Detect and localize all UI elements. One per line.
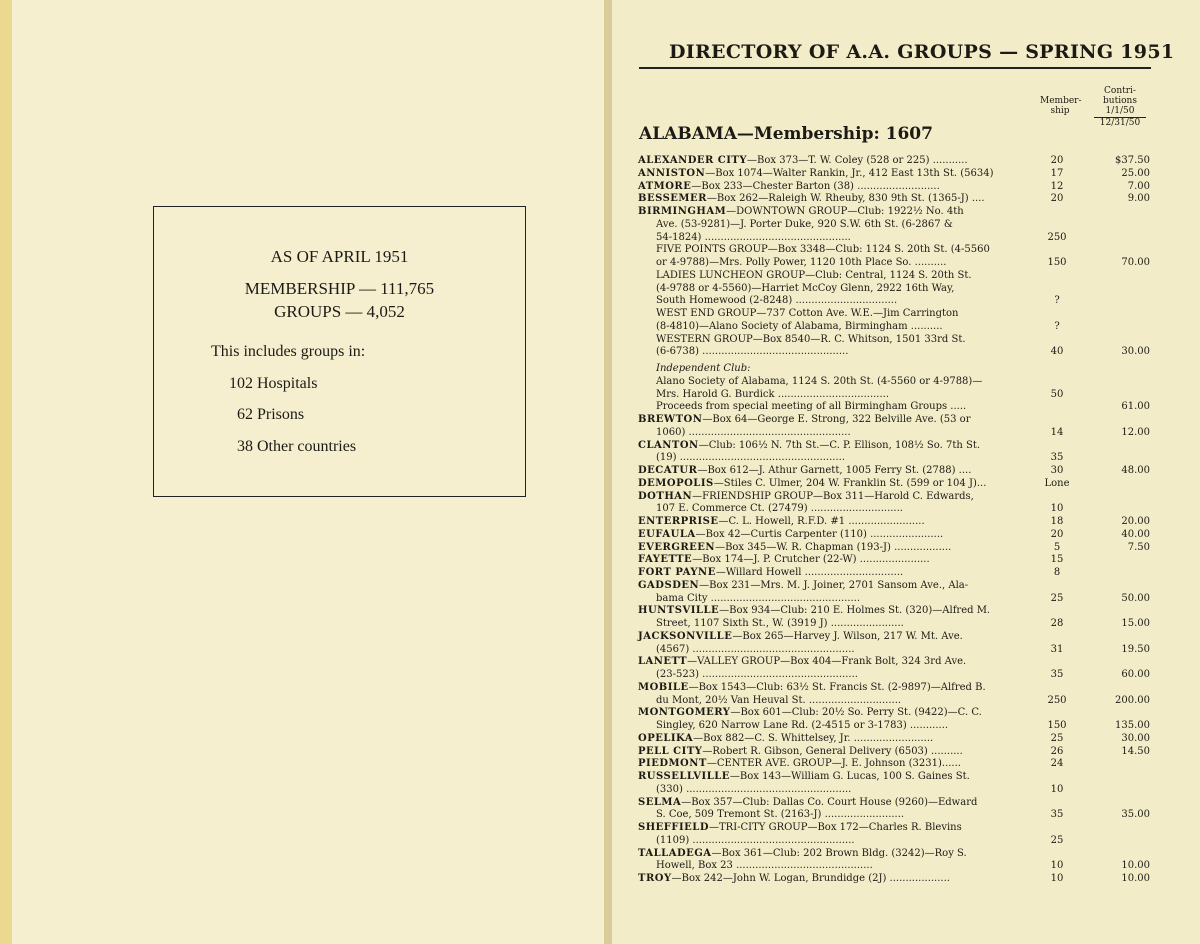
entry-text	[638, 154, 968, 167]
entry-text	[638, 617, 904, 630]
contribution-value: 50.00	[1121, 592, 1150, 604]
contributions-period-end: 12/31/50	[1094, 117, 1146, 128]
entry-details: —Box 361—Club: 202 Brown Bldg. (3242)—Roy S.	[711, 847, 967, 859]
contribution-value: 10.00	[1121, 873, 1150, 884]
city-name: PELL CITY	[638, 745, 703, 757]
contribution-value: 30.00	[1121, 346, 1150, 358]
membership-value: 150	[1047, 720, 1067, 731]
entry-details: 107 E. Commerce Ct. (27479) .............................	[656, 503, 903, 515]
entry-details: (4567) ...................................................	[656, 643, 855, 655]
entry-text	[638, 388, 889, 401]
entry-details: or 4-9788)—Mrs. Polly Power, 1120 10th Place So. ..........	[656, 257, 947, 268]
entry-details: (6-6738) ..............................................	[656, 346, 849, 358]
entry-details: —Box 1074—Walter Rankin, Jr., 412 East 13th St. (5634)	[705, 167, 994, 179]
entry-text	[638, 180, 940, 193]
entry-text	[638, 426, 851, 439]
membership-value: 25	[1050, 834, 1064, 846]
entry-details: (23-523) .................................................	[656, 669, 858, 680]
contribution-value: 15.00	[1121, 618, 1150, 629]
entry-details: —Box 612—J. Athur Garnett, 1005 Ferry St. (2788) ....	[697, 465, 972, 476]
as-of-date: AS OF APRIL 1951	[270, 247, 409, 266]
entry-details: —Box 345—W. R. Chapman (193-J) ..................	[715, 541, 952, 553]
entry-details: —Box 262—Raleigh W. Rheuby, 830 9th St. (1365-J) ....	[706, 193, 985, 205]
city-name: BESSEMER	[638, 193, 707, 205]
entry-details: —DOWNTOWN GROUP—Club: 1922½ No. 4th	[726, 206, 964, 217]
contribution-value: 10.00	[1121, 860, 1150, 872]
entry-text	[638, 770, 970, 783]
contribution-value: 14.50	[1121, 745, 1150, 757]
membership-value: 20	[1050, 528, 1064, 540]
entry-details: —C. L. Howell, R.F.D. #1 ........................	[718, 516, 925, 527]
membership-value: 40	[1050, 346, 1064, 358]
membership-value: 10	[1050, 503, 1064, 515]
membership-value: 250	[1047, 231, 1067, 243]
entry-details: —Willard Howell ...............................	[715, 567, 904, 578]
city-name: ENTERPRISE	[638, 516, 719, 527]
entry-details: WEST END GROUP—737 Cotton Ave. W.E.—Jim Carrington	[656, 308, 959, 319]
entry-text	[638, 872, 950, 885]
city-name: FORT PAYNE	[638, 567, 716, 578]
city-name: MONTGOMERY	[638, 707, 731, 719]
entry-details: —Box 373—T. W. Coley (528 or 225) ...........	[747, 155, 968, 166]
city-name: ALEXANDER CITY	[638, 155, 748, 166]
title-rule	[639, 67, 1151, 69]
membership-value: 14	[1050, 426, 1064, 438]
entry-details: —Box 174—J. P. Crutcher (22-W) ......................	[692, 554, 930, 566]
city-name: FAYETTE	[638, 554, 693, 566]
entry-text	[638, 205, 964, 218]
membership-value: Lone	[1044, 477, 1070, 489]
entry-details: Alano Society of Alabama, 1124 S. 20th St. (4-5560 or 4-9788)—	[656, 375, 983, 387]
membership-value: 24	[1050, 758, 1064, 770]
membership-value: 25	[1050, 592, 1064, 604]
city-name: CLANTON	[638, 439, 699, 451]
city-name: PIEDMONT	[638, 758, 707, 770]
entry-text	[638, 579, 968, 592]
entry-details: Howell, Box 23 ...........................................	[656, 860, 873, 872]
membership-column-header: Member- ship	[1040, 96, 1082, 116]
entry-text	[638, 413, 970, 426]
entry-details: S. Coe, 509 Tremont St. (2163-J) .........................	[656, 809, 905, 821]
entry-details: —Box 1543—Club: 63½ St. Francis St. (2-9897)—Alfred B.	[688, 681, 986, 693]
contribution-value: $37.50	[1115, 155, 1150, 166]
contribution-value: 200.00	[1115, 694, 1150, 706]
entry-details: South Homewood (2-8248) ................................	[656, 295, 898, 307]
entry-details: —CENTER AVE. GROUP—J. E. Johnson (3231)......	[706, 758, 961, 770]
city-name: OPELIKA	[638, 732, 694, 744]
city-name: GADSDEN	[638, 579, 700, 591]
entry-details: —TRI-CITY GROUP—Box 172—Charles R. Blevins	[709, 822, 962, 833]
entry-text	[638, 541, 951, 554]
membership-value: 150	[1047, 257, 1067, 268]
entry-details: bama City ...............................................	[656, 592, 861, 604]
entry-details: 54-1824) ..............................................	[656, 231, 851, 243]
entry-details: —Box 64—George E. Strong, 322 Belville Ave. (53 or	[702, 414, 971, 425]
entry-text	[638, 439, 980, 452]
entry-text	[638, 307, 959, 320]
contribution-value: 25.00	[1121, 167, 1150, 179]
membership-value: 12	[1050, 180, 1064, 192]
entry-text	[638, 604, 990, 617]
entry-details: 1060) ...................................................	[656, 426, 851, 438]
entry-text	[638, 375, 982, 388]
entry-text	[638, 732, 933, 745]
entry-details: (4-9788 or 4-5560)—Harriet McCoy Glenn, 2922 16th Way,	[656, 282, 955, 294]
entry-details: WESTERN GROUP—Box 8540—R. C. Whitson, 1501 33rd St.	[656, 333, 966, 345]
entry-text	[638, 834, 855, 847]
membership-value: 10	[1050, 783, 1064, 795]
membership-value: 25	[1050, 732, 1064, 744]
entry-details: du Mont, 20½ Van Heuval St. .............................	[656, 694, 902, 706]
entry-details: —Box 265—Harvey J. Wilson, 217 W. Mt. Ave.	[732, 630, 963, 642]
contribution-value: 48.00	[1121, 465, 1150, 476]
entry-text	[638, 333, 966, 346]
city-name: ANNISTON	[638, 167, 706, 179]
city-name: DEMOPOLIS	[638, 477, 714, 489]
membership-value: 28	[1050, 618, 1064, 629]
entry-text	[638, 821, 962, 834]
entry-text	[638, 592, 860, 605]
membership-value: 10	[1050, 873, 1064, 884]
membership-value: 31	[1050, 643, 1064, 655]
entry-text	[638, 282, 954, 295]
entry-details: —VALLEY GROUP—Box 404—Frank Bolt, 324 3rd Ave.	[687, 656, 967, 668]
entry-text	[638, 362, 751, 375]
prisons-count: 62 Prisons	[237, 406, 305, 423]
entry-text	[638, 294, 897, 307]
membership-value: 250	[1047, 694, 1067, 706]
entry-text	[638, 847, 967, 860]
entry-details: Independent Club:	[656, 363, 751, 374]
entry-details: —Box 882—C. S. Whittelsey, Jr. .........................	[693, 732, 934, 744]
city-name: BREWTON	[638, 414, 703, 425]
city-name: MOBILE	[638, 681, 689, 693]
entry-details: —Box 357—Club: Dallas Co. Court House (9260)—Edward	[681, 796, 978, 808]
membership-value: ?	[1054, 295, 1060, 307]
city-name: SELMA	[638, 796, 682, 808]
page-edge	[0, 0, 12, 944]
membership-value: 20	[1050, 193, 1064, 205]
city-name: EVERGREEN	[638, 541, 716, 553]
membership-value: 5	[1053, 541, 1061, 553]
contribution-value: 7.50	[1127, 541, 1150, 553]
entry-details: Proceeds from special meeting of all Birmingham Groups .....	[656, 401, 967, 413]
entry-text	[638, 668, 858, 681]
entry-text	[638, 681, 986, 694]
entry-text	[638, 719, 948, 732]
entry-text	[638, 796, 977, 809]
entry-details: —Robert R. Gibson, General Delivery (6503) ..........	[702, 745, 963, 757]
entry-details: —Club: 106½ N. 7th St.—C. P. Ellison, 108½ So. 7th St.	[698, 439, 981, 451]
entry-text	[638, 528, 943, 541]
includes-label: This includes groups in:	[211, 343, 366, 360]
contribution-value: 19.50	[1121, 643, 1150, 655]
entry-details: (330) ....................................................	[656, 783, 852, 795]
membership-value: 10	[1050, 860, 1064, 872]
entry-details: LADIES LUNCHEON GROUP—Club: Central, 1124 S. 20th St.	[656, 269, 972, 281]
entry-text	[638, 269, 972, 282]
membership-value: 35	[1050, 809, 1064, 821]
city-name: TROY	[638, 873, 672, 884]
city-name: LANETT	[638, 656, 688, 668]
state-heading: ALABAMA—Membership: 1607	[639, 124, 933, 144]
entry-details: Singley, 620 Narrow Lane Rd. (2-4515 or 3-1783) ............	[656, 720, 949, 731]
contribution-value: 60.00	[1121, 669, 1150, 680]
entry-text	[638, 706, 982, 719]
entry-text	[638, 694, 901, 707]
contribution-value: 70.00	[1121, 257, 1150, 268]
entry-text	[638, 808, 904, 821]
contribution-value: 61.00	[1121, 401, 1150, 413]
membership-value: 20	[1050, 155, 1064, 166]
entry-text	[638, 243, 990, 256]
entry-text	[638, 256, 946, 269]
entry-details: —FRIENDSHIP GROUP—Box 311—Harold C. Edwards,	[692, 490, 974, 502]
entry-text	[638, 167, 993, 180]
membership-value: 8	[1053, 567, 1061, 578]
entry-text	[638, 630, 963, 643]
entry-text	[638, 859, 873, 872]
entry-text	[638, 490, 974, 503]
city-name: ATMORE	[638, 180, 692, 192]
entry-details: Mrs. Harold G. Burdick ...................................	[656, 388, 890, 400]
hospitals-count: 102 Hospitals	[229, 375, 318, 392]
city-name: BIRMINGHAM	[638, 206, 727, 217]
entry-text	[638, 643, 855, 656]
entry-text	[638, 757, 961, 770]
entry-details: —Box 42—Curtis Carpenter (110) .......................	[695, 528, 944, 540]
city-name: HUNTSVILLE	[638, 605, 720, 617]
city-name: DOTHAN	[638, 490, 693, 502]
membership-value: 18	[1050, 516, 1064, 527]
entry-text	[638, 192, 985, 205]
entry-text	[638, 320, 943, 333]
membership-value: ?	[1054, 320, 1060, 332]
city-name: RUSSELLVILLE	[638, 771, 730, 782]
countries-count: 38 Other countries	[237, 438, 357, 455]
membership-value: 15	[1050, 554, 1064, 566]
summary-box	[153, 206, 526, 497]
entry-text	[638, 515, 925, 528]
city-name: JACKSONVILLE	[638, 630, 733, 642]
entry-details: (1109) ...................................................	[656, 834, 855, 846]
contribution-value: 30.00	[1121, 732, 1150, 744]
groups-total: GROUPS — 4,052	[274, 302, 405, 321]
entry-details: —Box 233—Chester Barton (38) ..........................	[691, 180, 940, 192]
entry-details: (8-4810)—Alano Society of Alabama, Birmingham ..........	[656, 320, 943, 332]
contribution-value: 135.00	[1115, 720, 1150, 731]
entry-details: —Stiles C. Ulmer, 204 W. Franklin St. (599 or 104 J)...	[713, 477, 987, 489]
entry-text	[638, 745, 963, 758]
membership-value: 30	[1050, 465, 1064, 476]
entry-details: (19) ....................................................	[656, 452, 845, 464]
membership-value: 50	[1050, 388, 1064, 400]
entry-text	[638, 451, 845, 464]
contribution-value: 20.00	[1121, 516, 1150, 527]
entry-text	[638, 218, 953, 231]
contribution-value: 12.00	[1121, 426, 1150, 438]
contribution-value: 7.00	[1127, 180, 1150, 192]
city-name: DECATUR	[638, 465, 698, 476]
entry-text	[638, 231, 851, 244]
membership-value: 17	[1050, 167, 1064, 179]
entry-text	[638, 464, 971, 477]
entry-details: —Box 231—Mrs. M. J. Joiner, 2701 Sansom Ave., Ala-	[699, 579, 969, 591]
entry-details: Street, 1107 Sixth St., W. (3919 J) .......................	[656, 618, 904, 629]
contribution-value: 40.00	[1121, 528, 1150, 540]
membership-value: 35	[1050, 669, 1064, 680]
entry-details: —Box 242—John W. Logan, Brundidge (2J) ...................	[671, 873, 950, 884]
membership-value: 26	[1050, 745, 1064, 757]
entry-details: —Box 143—William G. Lucas, 100 S. Gaines St.	[729, 771, 970, 782]
entry-details: Ave. (53-9281)—J. Porter Duke, 920 S.W. 6th St. (6-2867 &	[656, 218, 953, 230]
page-title: DIRECTORY OF A.A. GROUPS — SPRING 1951	[669, 41, 1175, 63]
entry-text	[638, 502, 903, 515]
contributions-column-header: Contri- butions 1/1/50	[1103, 86, 1137, 116]
membership-value: 35	[1050, 452, 1064, 464]
city-name: EUFAULA	[638, 528, 696, 540]
entry-text	[638, 553, 930, 566]
entry-text	[638, 783, 851, 796]
city-name: TALLADEGA	[638, 847, 712, 859]
entry-details: —Box 601—Club: 20½ So. Perry St. (9422)—C. C.	[730, 707, 982, 719]
entry-text	[638, 400, 966, 413]
entry-details: —Box 934—Club: 210 E. Holmes St. (320)—Alfred M.	[719, 605, 991, 617]
entry-text	[638, 655, 966, 668]
entry-text	[638, 345, 848, 358]
city-name: SHEFFIELD	[638, 822, 709, 833]
contribution-value: 9.00	[1127, 193, 1150, 205]
entry-text	[638, 477, 986, 490]
membership-total: MEMBERSHIP — 111,765	[244, 279, 435, 298]
entry-text	[638, 566, 903, 579]
entry-details: FIVE POINTS GROUP—Box 3348—Club: 1124 S. 20th St. (4-5560	[656, 244, 990, 256]
contribution-value: 35.00	[1121, 809, 1150, 821]
